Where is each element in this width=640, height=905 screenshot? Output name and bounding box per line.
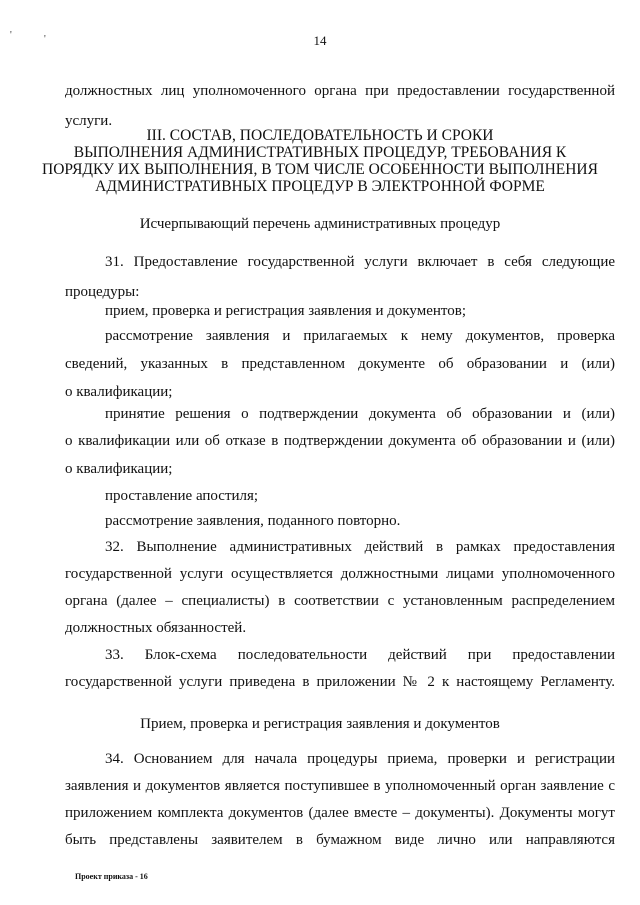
text-line: должностных обязанностей. [65,620,247,636]
list-item: рассмотрение заявления и прилагаемых к нему документов, проверка [105,328,615,344]
text-line: сведений, указанных в представленном документе об образовании и (или) [65,356,615,372]
list-item: проставление апостиля; [105,488,259,504]
margin-mark: ' [10,30,12,41]
text-line: органа (далее – специалисты) в соответствии с установленным распределением [65,593,615,609]
text-line: 33. Блок-схема последовательности действий при предоставлении [105,647,615,663]
footer-note: Проект приказа - 16 [75,872,148,881]
text-line: быть представлены заявителем в бумажном виде лично или направляются [65,832,615,848]
text-line: должностных лиц уполномоченного органа при предоставлении государственной [65,83,615,99]
text-line: 34. Основанием для начала процедуры приема, проверки и регистрации [105,751,615,767]
margin-mark: ' [44,34,46,45]
list-item: принятие решения о подтверждении документа об образовании и (или) [105,406,615,422]
subsection-heading: Прием, проверка и регистрация заявления и документов [140,716,500,732]
text-line: о квалификации; [65,461,173,477]
text-line: 31. Предоставление государственной услуги включает в себя следующие [105,254,615,270]
text-line: о квалификации; [65,384,173,400]
section-heading: ПОРЯДКУ ИХ ВЫПОЛНЕНИЯ, В ТОМ ЧИСЛЕ ОСОБЕННОСТИ ВЫПОЛНЕНИЯ [42,161,598,178]
subsection-heading: Исчерпывающий перечень административных процедур [139,216,501,232]
list-item: рассмотрение заявления, поданного повторно. [105,513,401,529]
text-line: государственной услуги приведена в приложении № 2 к настоящему Регламенту. [65,674,615,690]
text-line: приложением комплекта документов (далее вместе – документы). Документы могут [65,805,615,821]
list-item: прием, проверка и регистрация заявления и документов; [105,303,467,319]
text-line: процедуры: [65,284,140,300]
text-line: 32. Выполнение административных действий в рамках предоставления [105,539,615,555]
section-heading: ВЫПОЛНЕНИЯ АДМИНИСТРАТИВНЫХ ПРОЦЕДУР, ТРЕБОВАНИЯ К [73,144,567,161]
section-heading: III. СОСТАВ, ПОСЛЕДОВАТЕЛЬНОСТЬ И СРОКИ [146,127,494,144]
section-heading: АДМИНИСТРАТИВНЫХ ПРОЦЕДУР В ЭЛЕКТРОННОЙ ФОРМЕ [95,178,545,195]
text-line: государственной услуги осуществляется должностными лицами уполномоченного [65,566,615,582]
text-line: о квалификации или об отказе в подтверждении документа об образовании и (или) [65,433,615,449]
text-line: услуги. [65,113,113,129]
text-line: заявления и документов является поступившее в уполномоченный орган заявление с [65,778,615,794]
page-number: 14 [313,33,327,48]
